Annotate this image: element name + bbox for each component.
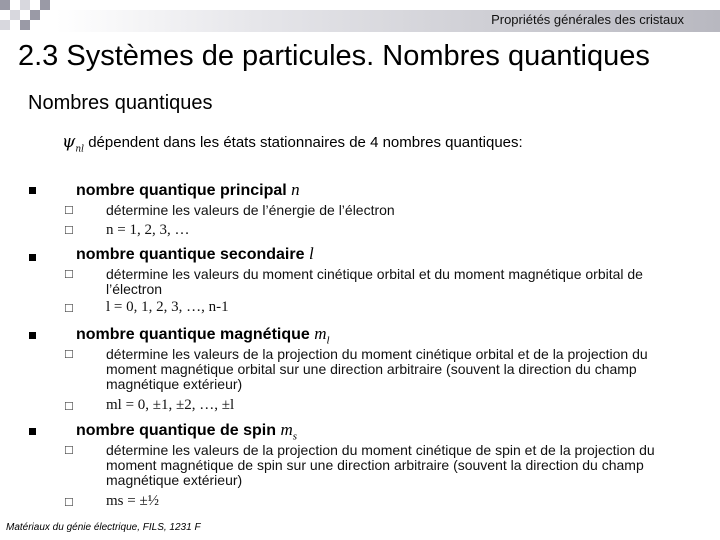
- hollow-square-bullet-icon: ☐: [64, 445, 74, 457]
- decorative-checker-pattern: [0, 0, 60, 30]
- hollow-square-bullet-icon: ☐: [64, 349, 74, 361]
- section-spin-item-1: détermine les valeurs de la projection du moment cinétique de spin et de la projection du moment magnétique de spin sur une direction arbitraire (souvent la direction du champ magnétique extérieur): [106, 442, 655, 488]
- course-title: Propriétés générales des cristaux: [491, 12, 684, 27]
- square-bullet-icon: [29, 254, 36, 261]
- slide-subtitle: Nombres quantiques: [28, 92, 213, 114]
- hollow-square-bullet-icon: ☐: [64, 225, 74, 237]
- section-principal-item-2: n = 1, 2, 3, …: [106, 222, 190, 238]
- intro-line: [62, 132, 523, 154]
- section-spin-item-2: ms = ±½: [106, 493, 159, 509]
- slide-title: 2.3 Systèmes de particules. Nombres quantiques: [18, 40, 650, 72]
- section-secondaire: nombre quantique secondaire l: [76, 244, 314, 263]
- section-principal-item-1: détermine les valeurs de l’énergie de l’électron: [106, 202, 395, 218]
- hollow-square-bullet-icon: ☐: [64, 497, 74, 509]
- hollow-square-bullet-icon: ☐: [64, 303, 74, 315]
- square-bullet-icon: [29, 428, 36, 435]
- hollow-square-bullet-icon: ☐: [64, 401, 74, 413]
- section-magnetique-item-2: ml = 0, ±1, ±2, …, ±l: [106, 397, 235, 413]
- section-magnetique: nombre quantique magnétique $m_l$: [76, 324, 330, 347]
- section-secondaire-item-2: l = 0, 1, 2, 3, …, n-1: [106, 299, 229, 315]
- hollow-square-bullet-icon: ☐: [64, 269, 74, 281]
- section-spin: nombre quantique de spin $m_s$: [76, 420, 298, 443]
- section-secondaire-item-1: détermine les valeurs du moment cinétique orbital et du moment magnétique orbital de l’électron: [106, 266, 643, 297]
- section-principal: nombre quantique principal n: [76, 180, 300, 199]
- hollow-square-bullet-icon: ☐: [64, 205, 74, 217]
- slide-footer: Matériaux du génie électrique, FILS, 1231 F: [6, 522, 201, 533]
- psi-symbol: $\psi_{nl}$: [62, 132, 85, 155]
- square-bullet-icon: [29, 187, 36, 194]
- intro-text: dépendent dans les états stationnaires de 4 nombres quantiques:: [88, 134, 523, 151]
- square-bullet-icon: [29, 332, 36, 339]
- section-magnetique-item-1: détermine les valeurs de la projection du moment cinétique orbital et de la projection du moment magnétique orbital sur une direction arbitraire (souvent la direction du champ magnétique extérieur): [106, 346, 648, 392]
